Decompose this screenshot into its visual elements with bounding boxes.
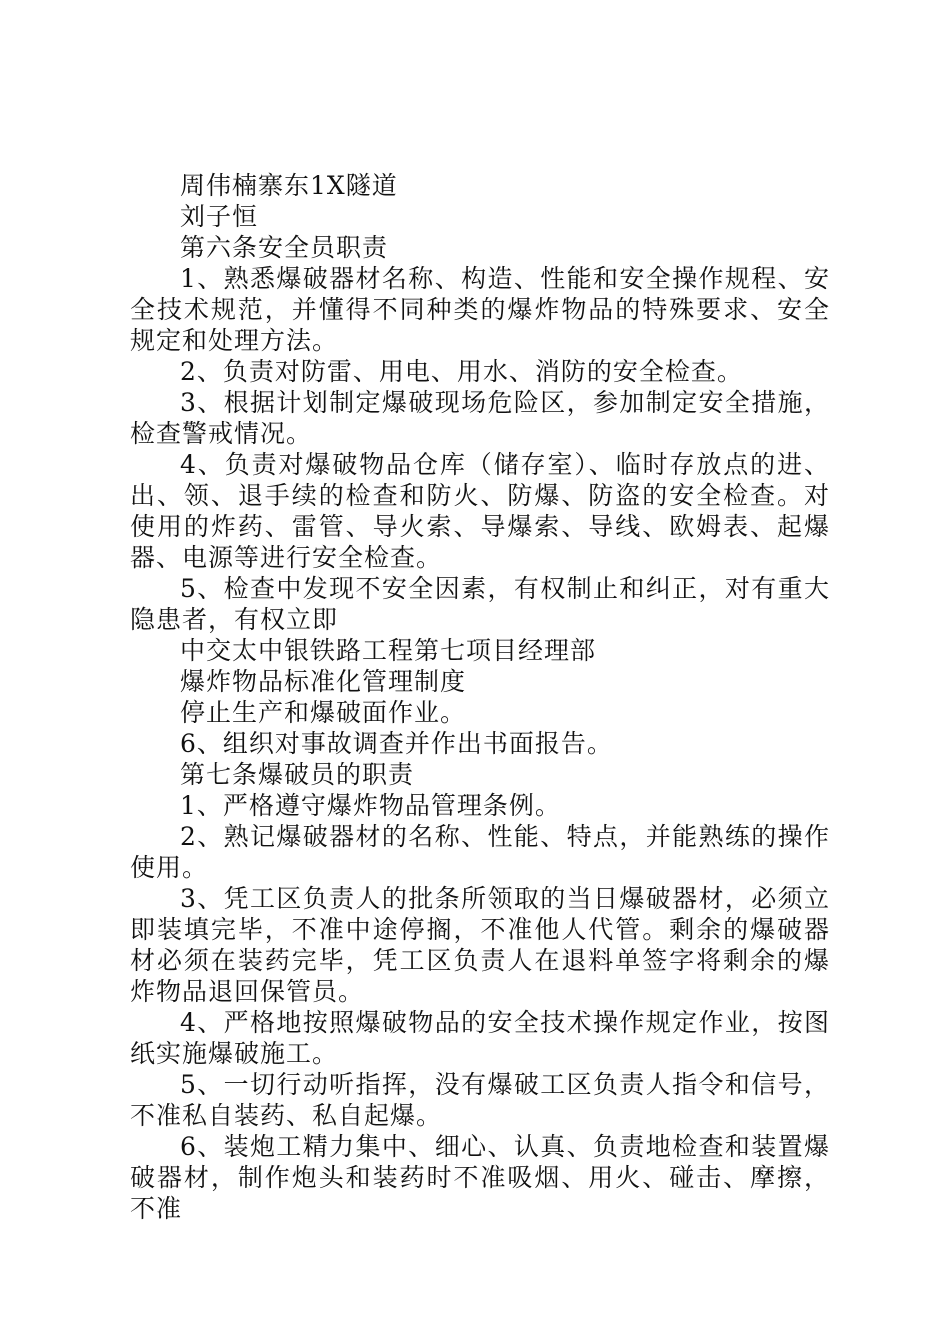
text-line-tunnel-name: 周伟楠寨东1X隧道 xyxy=(180,171,398,200)
paragraph: 3、根据计划制定爆破现场危险区，参加制定安全措施，检查警戒情况。 xyxy=(130,388,830,448)
paragraph: 2、负责对防雷、用电、用水、消防的安全检查。 xyxy=(180,357,743,386)
paragraph: 3、凭工区负责人的批条所领取的当日爆破器材，必须立即装填完毕，不准中途停搁，不准他人代管。剩余的爆破器材必须在装药完毕，凭工区负责人在退料单签字将剩余的爆炸物品退回保管员。 xyxy=(130,884,830,1006)
paragraph: 停止生产和爆破面作业。 xyxy=(180,698,467,727)
paragraph: 2、熟记爆破器材的名称、性能、特点，并能熟练的操作使用。 xyxy=(130,822,830,882)
paragraph: 4、负责对爆破物品仓库（储存室）、临时存放点的进、出、领、退手续的检查和防火、防爆、防盗的安全检查。对使用的炸药、雷管、导火索、导爆索、导线、欧姆表、起爆器、电源等进行安全检查。 xyxy=(130,450,830,572)
paragraph: 4、严格地按照爆破物品的安全技术操作规定作业，按图纸实施爆破施工。 xyxy=(130,1008,830,1068)
document-body xyxy=(130,170,830,1224)
header-line-organization: 中交太中银铁路工程第七项目经理部 xyxy=(180,636,597,665)
article-heading-safety-officer: 第六条安全员职责 xyxy=(180,233,389,262)
paragraph: 5、检查中发现不安全因素，有权制止和纠正，对有重大隐患者，有权立即 xyxy=(130,574,830,634)
header-line-regulation-title: 爆炸物品标准化管理制度 xyxy=(180,667,467,696)
paragraph: 5、一切行动听指挥，没有爆破工区负责人指令和信号，不准私自装药、私自起爆。 xyxy=(130,1070,830,1130)
paragraph: 6、组织对事故调查并作出书面报告。 xyxy=(180,729,613,758)
paragraph: 6、装炮工精力集中、细心、认真、负责地检查和装置爆破器材，制作炮头和装药时不准吸烟、用火、碰击、摩擦，不准 xyxy=(130,1132,830,1223)
article-heading-blaster: 第七条爆破员的职责 xyxy=(180,760,415,789)
paragraph: 1、熟悉爆破器材名称、构造、性能和安全操作规程、安全技术规范，并懂得不同种类的爆炸物品的特殊要求、安全规定和处理方法。 xyxy=(130,264,830,355)
text-line-person-name: 刘子恒 xyxy=(180,202,259,231)
paragraph: 1、严格遵守爆炸物品管理条例。 xyxy=(180,791,561,820)
